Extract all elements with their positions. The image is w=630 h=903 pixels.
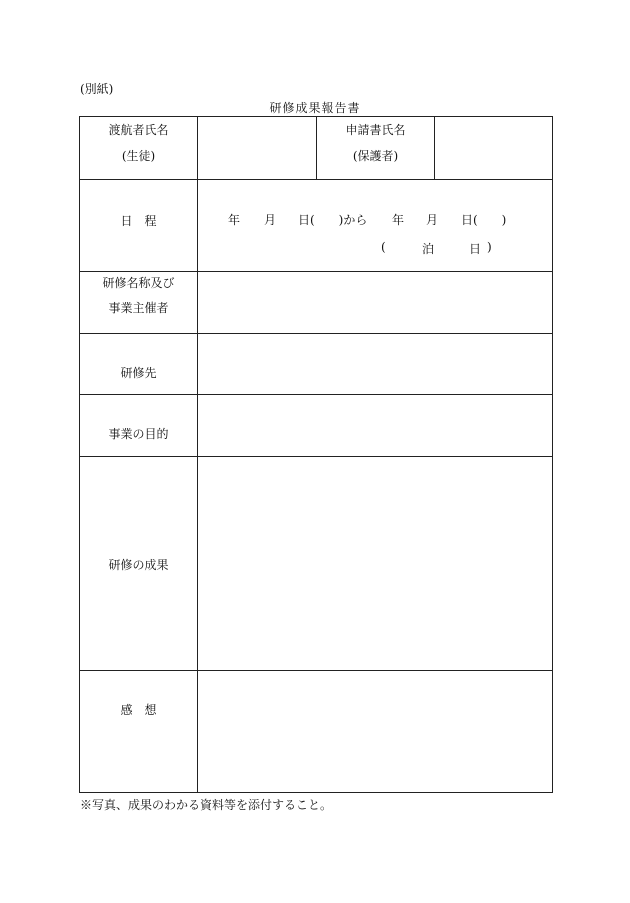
applicant-label: 申請書氏名 <box>345 123 406 137</box>
applicant-label-cell <box>317 117 435 180</box>
traveler-label-cell <box>80 117 198 180</box>
impressions-row <box>80 671 553 793</box>
schedule-label-cell <box>80 180 198 272</box>
days-label: 日 <box>469 242 482 256</box>
duration-close-paren: ) <box>487 240 492 254</box>
training-name-label-line2: 事業主催者 <box>108 301 169 315</box>
names-row <box>80 117 553 180</box>
end-year-label: 年 <box>392 213 405 227</box>
destination-label: 研修先 <box>120 366 157 380</box>
destination-field[interactable] <box>198 334 553 395</box>
applicant-sub-label: (保護者) <box>352 149 399 163</box>
schedule-field[interactable] <box>198 180 553 272</box>
purpose-label: 事業の目的 <box>108 427 169 441</box>
purpose-label-cell <box>80 395 198 457</box>
purpose-row <box>80 395 553 457</box>
results-row <box>80 457 553 671</box>
impressions-field[interactable] <box>198 671 553 793</box>
traveler-sub-label: (生徒) <box>121 149 156 163</box>
attachment-label: (別紙) <box>80 82 114 96</box>
training-name-label-line1: 研修名称及び <box>102 276 175 290</box>
end-day-label: 日( ) <box>461 213 507 227</box>
schedule-row <box>80 180 553 272</box>
report-form-table <box>79 116 553 793</box>
end-month-label: 月 <box>426 213 439 227</box>
impressions-label: 感 想 <box>120 703 157 717</box>
purpose-field[interactable] <box>198 395 553 457</box>
impressions-label-cell <box>80 671 198 793</box>
results-field[interactable] <box>198 457 553 671</box>
traveler-label: 渡航者氏名 <box>108 123 169 137</box>
training-name-field[interactable] <box>198 272 553 334</box>
results-label: 研修の成果 <box>108 558 169 572</box>
destination-label-cell <box>80 334 198 395</box>
applicant-name-field[interactable] <box>435 117 553 180</box>
duration-open-paren: ( <box>381 240 386 254</box>
footer-note: ※写真、成果のわかる資料等を添付すること。 <box>80 798 333 812</box>
training-name-label-cell <box>80 272 198 334</box>
start-month-label: 月 <box>264 213 277 227</box>
start-day-label: 日( )から <box>298 213 368 227</box>
document-title: 研修成果報告書 <box>269 101 361 115</box>
training-name-row <box>80 272 553 334</box>
destination-row <box>80 334 553 395</box>
schedule-label: 日 程 <box>120 214 157 228</box>
traveler-name-field[interactable] <box>198 117 317 180</box>
start-year-label: 年 <box>228 213 241 227</box>
nights-label: 泊 <box>422 242 435 256</box>
results-label-cell <box>80 457 198 671</box>
